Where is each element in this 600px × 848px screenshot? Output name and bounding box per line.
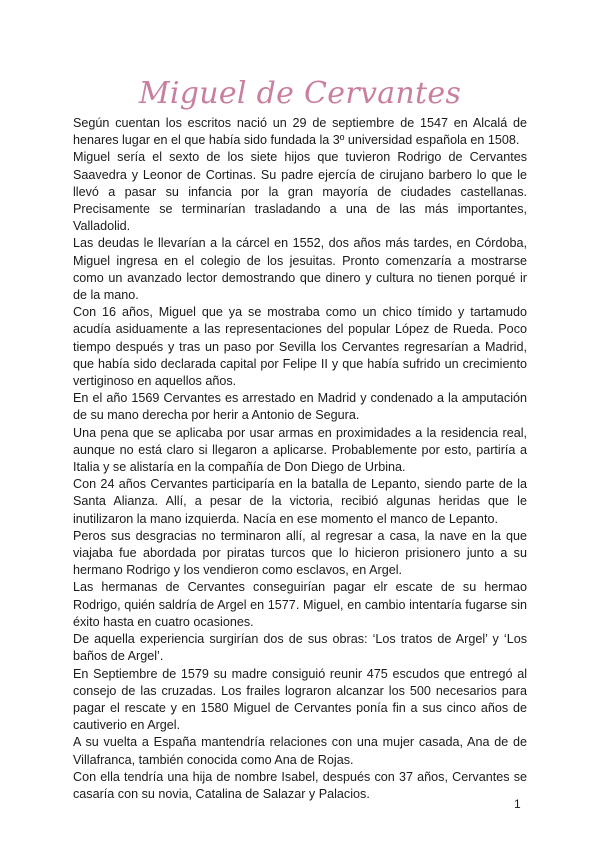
paragraph: En el año 1569 Cervantes es arrestado en Madrid y condenado a la amputación de su mano derecha por herir a Antonio de Segura. <box>73 391 527 423</box>
paragraph: De aquella experiencia surgirían dos de sus obras: ‘Los tratos de Argel’ y ‘Los baños de Argel’. <box>73 632 527 664</box>
page-title: Miguel de Cervantes <box>138 76 462 111</box>
paragraph: Peros sus desgracias no terminaron allí, al regresar a casa, la nave en la que viajaba fue abordada por piratas turcos que lo hicieron prisionero junto a su hermano Rodrigo y los vendieron como esclavos, en Argel. <box>73 528 527 578</box>
paragraph: Miguel sería el sexto de los siete hijos que tuvieron Rodrigo de Cervantes Saavedra y Leonor de Cortinas. Su padre ejercía de cirujano barbero lo que le llevó a pasar su infancia por la gran mayoría de ciudades castellanas. Precisamente se terminarían trasladando a una de las más importantes, Valladolid. <box>73 150 527 234</box>
paragraph: A su vuelta a España mantendría relaciones con una mujer casada, Ana de de Villafranca, también conocida como Ana de Rojas. <box>73 735 527 767</box>
paragraph: Las hermanas de Cervantes conseguirían pagar elr escate de su hermao Rodrigo, quién saldría de Argel en 1577. Miguel, en cambio intentaría fugarse sin éxito hasta en cuatro ocasiones. <box>73 580 527 629</box>
paragraph: Con 24 años Cervantes participaría en la batalla de Lepanto, siendo parte de la Santa Alianza. Allí, a pesar de la victoria, recibió algunas heridas que le inutilizaron la mano izquierda. Nacía en ese momento el manco de Lepanto. <box>73 477 527 526</box>
document-body <box>73 115 527 803</box>
paragraph: Una pena que se aplicaba por usar armas en proximidades a la residencia real, aunque no está claro si llegaron a aplicarse. Probablemente por esto, partiría a Italia y se alistaría en la compañía de Don Diego de Urbina. <box>73 425 527 475</box>
page-number: 1 <box>514 797 521 811</box>
paragraph: Según cuentan los escritos nació un 29 de septiembre de 1547 en Alcalá de henares lugar en el que había sido fundada la 3º universidad española en 1508. <box>73 116 527 148</box>
paragraph: Las deudas le llevarían a la cárcel en 1552, dos años más tardes, en Córdoba, Miguel ingresa en el colegio de los jesuitas. Pronto comenzaría a mostrarse como un avanzado lector demostrando que dinero y cultura no tienen porqué ir de la mano. <box>73 236 527 303</box>
paragraph: En Septiembre de 1579 su madre consiguió reunir 475 escudos que entregó al consejo de las cruzadas. Los frailes lograron alcanzar los 500 necesarios para pagar el rescate y en 1580 Miguel de Cervantes ponía fin a sus cinco años de cautiverio en Argel. <box>73 666 527 733</box>
paragraph: Con 16 años, Miguel que ya se mostraba como un chico tímido y tartamudo acudía asiduamente a las representaciones del popular López de Rueda. Poco tiempo después y tras un paso por Sevilla los Cervantes regresarían a Madrid, que había sido declarada capital por Felipe II y que había sufrido un crecimiento vertiginoso en aquellos años. <box>73 305 527 389</box>
paragraph: Con ella tendría una hija de nombre Isabel, después con 37 años, Cervantes se casaría con su novia, Catalina de Salazar y Palacios. <box>73 769 527 801</box>
